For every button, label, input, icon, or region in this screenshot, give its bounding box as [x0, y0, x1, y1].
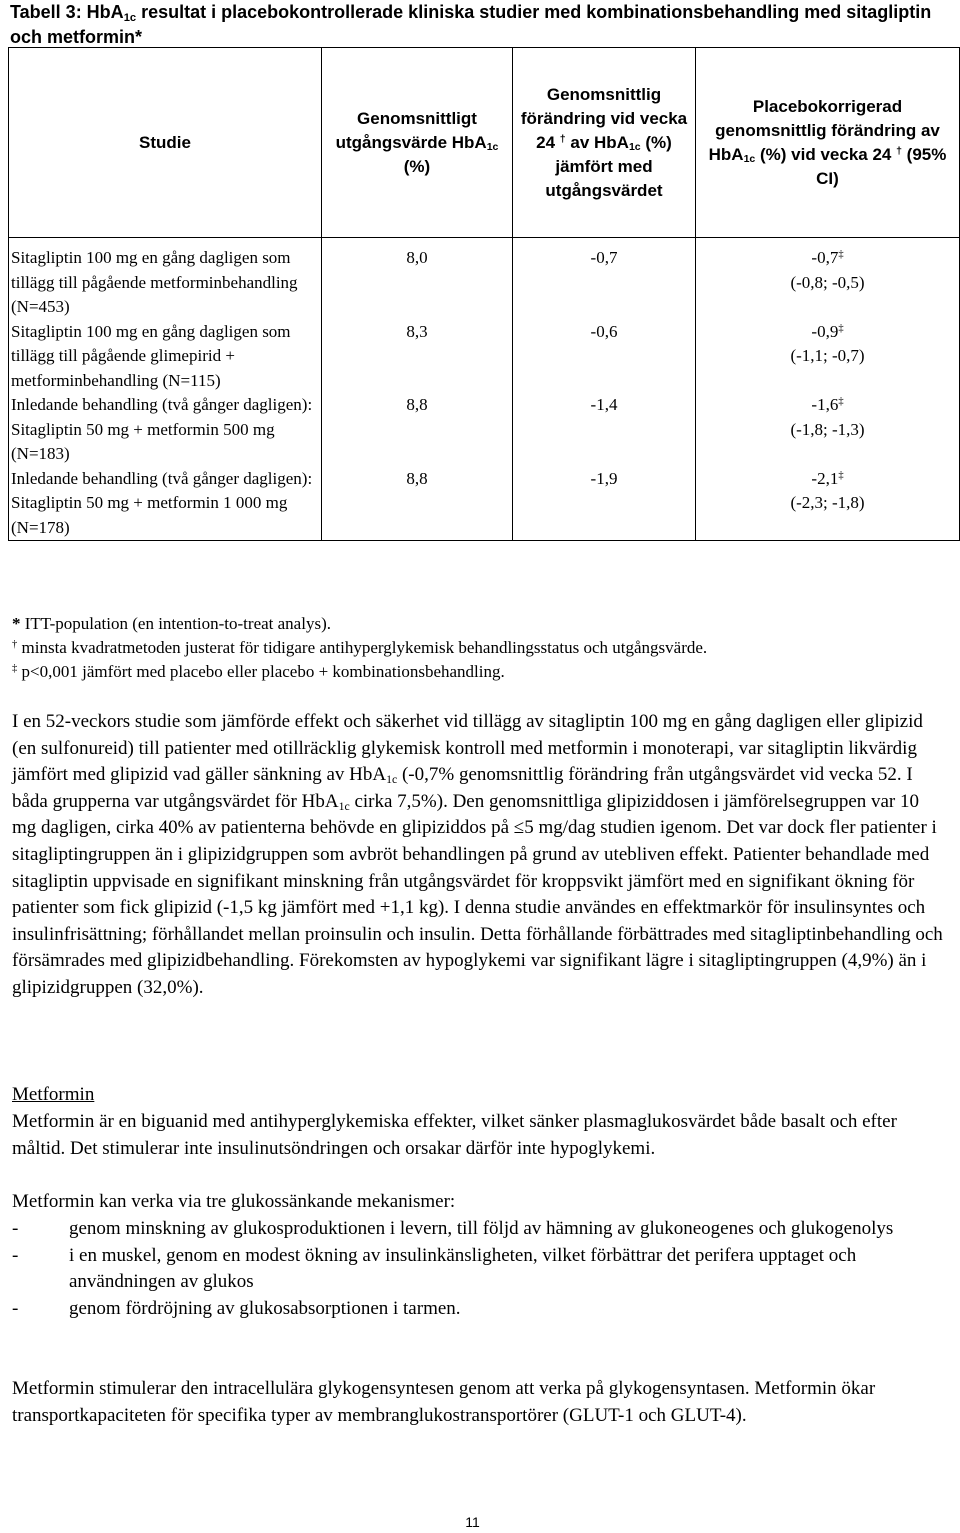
change-cell: -0,7	[513, 238, 696, 320]
baseline-cell: 8,8	[322, 467, 513, 541]
table-header-row	[9, 48, 960, 238]
footnote-least-squares: † minsta kvadratmetoden justerat för tidigare antihyperglykemisk behandlingsstatus och utgångsvärde.	[12, 638, 708, 657]
mechanism-intro: Metformin kan verka via tre glukossänkande mekanismer:	[12, 1191, 456, 1212]
baseline-cell: 8,3	[322, 320, 513, 394]
baseline-cell: 8,0	[322, 238, 513, 320]
baseline-cell: 8,8	[322, 393, 513, 467]
corrected-cell: -2,1‡ (-2,3; -1,8)	[696, 467, 960, 541]
corrected-cell: -0,7‡ (-0,8; -0,5)	[696, 238, 960, 320]
change-cell: -1,9	[513, 467, 696, 541]
footnote-p-value: ‡ p<0,001 jämfört med placebo eller placebo + kombinationsbehandling.	[12, 662, 505, 681]
footnote-itt: * ITT-population (en intention-to-treat analys).	[12, 614, 331, 633]
header-study: Studie	[9, 48, 322, 238]
less-equal-symbol: ≤	[513, 817, 525, 839]
header-baseline: Genomsnittligt utgångsvärde HbA$_{1c}$ (%)	[322, 48, 513, 238]
study-paragraph: I en 52-veckors studie som jämförde effekt och säkerhet vid tillägg av sitagliptin 100 mg en gång dagligen eller glipizid (en sulfonureid) till patienter med otillräcklig glykemisk kontroll med metformin i monoterapi, var sitagliptin likvärdig jämfört med glipizid vad gäller sänkning av HbA$_{1c}$ (-0,7% genomsnittlig förändring från utgångsvärdet vid vecka 52. I båda grupperna var utgångsvärdet för HbA$_{1c}$ cirka 7,5%). Den genomsnittliga glipiziddosen i jämförelsegruppen var 10 mg dagligen, cirka 40% av patienterna behövde en glipiziddos på ≤5 mg/dag studien igenom. Det var dock fler patienter i sitagliptingruppen än i glipizidgruppen som avbröt behandlingen på grund av utebliven effekt. Patienter behandlade med sitagliptin uppvisade en signifikant minskning från utgångsvärdet för kroppsvikt jämfört med en signifikant ökning för patienter som fick glipizid (-1,5 kg jämfört med +1,1 kg). I denna studie användes en effektmarkör för insulinsyntes och insulinfrisättning; förhållandet mellan proinsulin och insulin. Detta förhållande förbättrades med sitagliptinbehandling och försämrades med glipizidbehandling. Förekomsten av hypoglykemi var signifikant lägre i sitagliptingruppen (4,9%) än i glipizidgruppen (32,0%).	[12, 711, 943, 998]
metformin-closing: Metformin stimulerar den intracellulära glykogensyntesen genom att verka på glykogensyntasen. Metformin ökar transportkapaciteten för specifika typer av membranglukostransportörer (GLUT-1 och GLUT-4).	[12, 1378, 876, 1426]
header-placebo-corrected: Placebokorrigerad genomsnittlig förändring av HbA$_{1c}$ (%) vid vecka 24 † (95% CI)	[696, 48, 960, 238]
results-table	[8, 47, 960, 541]
caption-text: Tabell 3: HbA	[10, 2, 124, 22]
change-cell: -1,4	[513, 393, 696, 467]
study-cell: Sitagliptin 100 mg en gång dagligen som tillägg till pågående glimepirid + metforminbehandling (N=115)	[9, 320, 322, 394]
caption-text-cont: resultat i placebokontrollerade kliniska studier med kombinationsbehandling med sitagliptin och metformin*	[10, 2, 932, 47]
study-cell: Sitagliptin 100 mg en gång dagligen som tillägg till pågående metforminbehandling (N=453)	[9, 238, 322, 320]
list-item: - genom minskning av glukosproduktionen i levern, till följd av hämning av glukoneogenes och glukogenolys	[12, 1216, 948, 1243]
ci-value: (-0,8; -0,5)	[790, 272, 865, 292]
table-footnotes	[12, 612, 952, 684]
table-row	[9, 238, 960, 320]
page-number: 11	[465, 1514, 480, 1530]
table-caption	[10, 0, 950, 50]
corrected-cell: -0,9‡ (-1,1; -0,7)	[696, 320, 960, 394]
change-cell: -0,6	[513, 320, 696, 394]
list-item: - genom fördröjning av glukosabsorptionen i tarmen.	[12, 1296, 948, 1323]
ci-value: (-2,3; -1,8)	[790, 493, 865, 512]
caption-subscript: 1c	[123, 11, 137, 24]
corrected-cell: -1,6‡ (-1,8; -1,3)	[696, 393, 960, 467]
ci-value: (-1,8; -1,3)	[790, 419, 865, 439]
study-cell: Inledande behandling (två gånger dagligen): Sitagliptin 50 mg + metformin 500 mg (N=183)	[9, 393, 322, 467]
metformin-intro: Metformin är en biguanid med antihyperglykemiska effekter, vilket sänker plasmaglukosvärdet både basalt och efter måltid. Det stimulerar inte insulinutsöndringen och orsakar därför inte hypoglykemi.	[12, 1111, 897, 1159]
list-item: - i en muskel, genom en modest ökning av insulinkänsligheten, vilket förbättrar det perifera upptaget och användningen av glukos	[12, 1243, 948, 1296]
ci-value: (-1,1; -0,7)	[790, 346, 865, 365]
section-heading-metformin: Metformin	[12, 1084, 95, 1105]
study-cell: Inledande behandling (två gånger dagligen): Sitagliptin 50 mg + metformin 1 000 mg (N=178)	[9, 467, 322, 541]
mechanism-list	[12, 1216, 948, 1322]
table-row	[9, 467, 960, 541]
table-row	[9, 320, 960, 394]
header-change: Genomsnittlig förändring vid vecka 24 † av HbA$_{1c}$ (%) jämfört med utgångsvärdet	[513, 48, 696, 238]
table-row	[9, 393, 960, 467]
